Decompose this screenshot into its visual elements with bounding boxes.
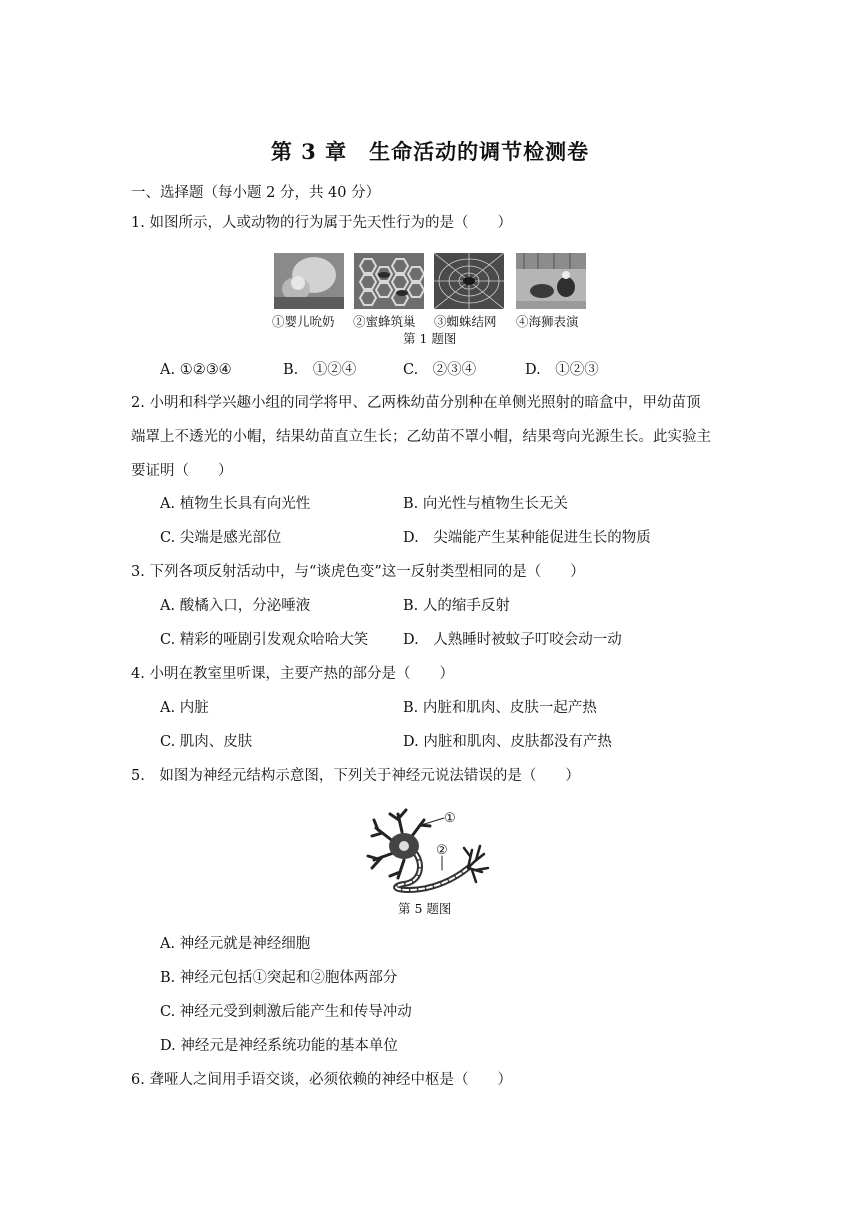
question-3-stem: 3. 下列各项反射活动中，与“谈虎色变”这一反射类型相同的是（ ） xyxy=(131,564,585,580)
caption-3: ③蜘蛛结网 xyxy=(434,314,497,329)
question-1-stem: 1. 如图所示，人或动物的行为属于先天性行为的是（ ） xyxy=(131,215,512,231)
question-1-option-b: B. ①②④ xyxy=(283,362,357,378)
question-2-line-2: 端罩上不透光的小帽，结果幼苗直立生长；乙幼苗不罩小帽，结果弯向光源生长。此实验主 xyxy=(131,429,711,445)
question-4-option-c: C. 肌肉、皮肤 xyxy=(160,734,253,750)
question-2-line-1: 2. 小明和科学兴趣小组的同学将甲、乙两株幼苗分别种在单侧光照射的暗盒中，甲幼苗顶 xyxy=(131,395,701,411)
spider-web-photo xyxy=(434,253,504,309)
baby-nursing-photo xyxy=(274,253,344,309)
question-5-stem: 5. 如图为神经元结构示意图，下列关于神经元说法错误的是（ ） xyxy=(131,768,580,784)
neuron-diagram xyxy=(364,806,496,898)
question-1-option-a: A. ①②③④ xyxy=(160,362,232,378)
section-heading: 一、选择题（每小题 2 分，共 40 分） xyxy=(131,185,381,201)
caption-4: ④海狮表演 xyxy=(516,314,579,329)
question-3-option-b: B. 人的缩手反射 xyxy=(403,598,510,614)
question-4-stem: 4. 小明在教室里听课，主要产热的部分是（ ） xyxy=(131,666,454,682)
question-5-option-d: D. 神经元是神经系统功能的基本单位 xyxy=(160,1038,398,1054)
bee-honeycomb-photo xyxy=(354,253,424,309)
question-2-option-c: C. 尖端是感光部位 xyxy=(160,530,282,546)
neuron-label-1: ① xyxy=(444,811,456,826)
question-1-figure xyxy=(274,253,588,311)
question-2-option-d: D. 尖端能产生某种能促进生长的物质 xyxy=(403,530,651,546)
question-3-option-a: A. 酸橘入口，分泌唾液 xyxy=(160,598,311,614)
page-title: 第 3 章 生命活动的调节检测卷 xyxy=(270,139,590,164)
question-4-option-a: A. 内脏 xyxy=(160,700,209,716)
question-2-line-3: 要证明（ ） xyxy=(131,463,233,479)
question-5-option-b: B. 神经元包括①突起和②胞体两部分 xyxy=(160,970,398,986)
question-1-option-d: D. ①②③ xyxy=(525,362,599,378)
question-6-stem: 6. 聋哑人之间用手语交谈，必须依赖的神经中枢是（ ） xyxy=(131,1072,512,1088)
question-1-figure-title: 第 1 题图 xyxy=(403,331,457,346)
question-1-option-c: C. ②③④ xyxy=(403,362,477,378)
question-4-option-d: D. 内脏和肌肉、皮肤都没有产热 xyxy=(403,734,612,750)
neuron-label-2: ② xyxy=(436,843,448,858)
question-5-option-c: C. 神经元受到刺激后能产生和传导冲动 xyxy=(160,1004,412,1020)
question-2-option-b: B. 向光性与植物生长无关 xyxy=(403,496,568,512)
question-3-option-c: C. 精彩的哑剧引发观众哈哈大笑 xyxy=(160,632,369,648)
question-2-option-a: A. 植物生长具有向光性 xyxy=(160,496,311,512)
caption-1: ①婴儿吮奶 xyxy=(272,314,335,329)
question-5-option-a: A. 神经元就是神经细胞 xyxy=(160,936,311,952)
sea-lion-show-photo xyxy=(516,253,586,309)
caption-2: ②蜜蜂筑巢 xyxy=(353,314,416,329)
question-4-option-b: B. 内脏和肌肉、皮肤一起产热 xyxy=(403,700,597,716)
question-3-option-d: D. 人熟睡时被蚊子叮咬会动一动 xyxy=(403,632,622,648)
question-5-figure-title: 第 5 题图 xyxy=(398,901,452,916)
